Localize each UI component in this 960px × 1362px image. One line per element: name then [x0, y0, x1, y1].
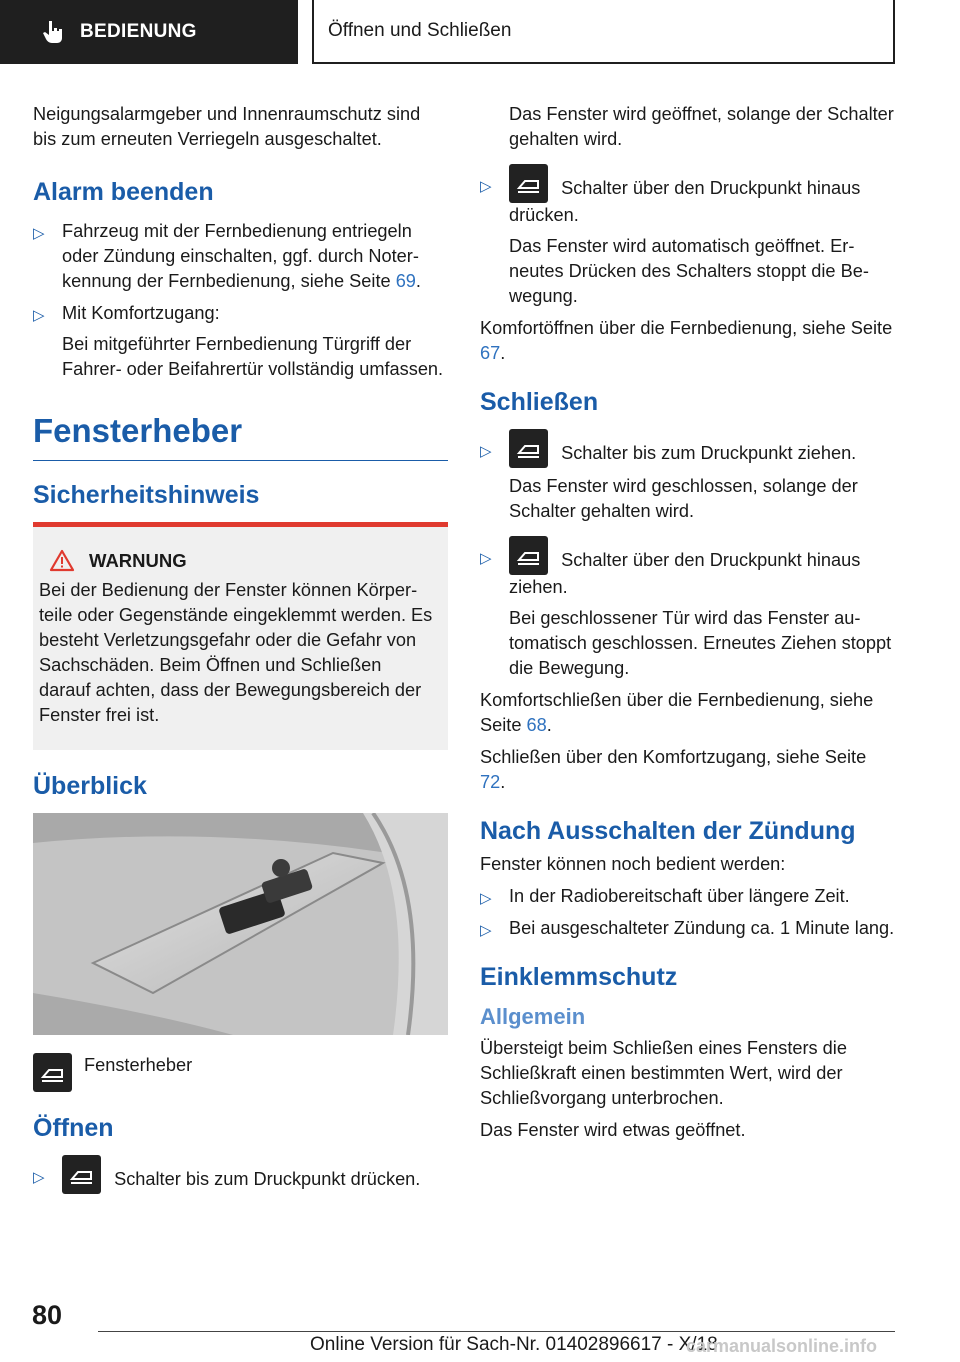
open-list — [33, 1155, 448, 1194]
triangle-bullet-icon: ▷ — [480, 443, 492, 460]
pinch-protection-heading: Einklemmschutz — [480, 963, 678, 991]
comfort-access-text: Schließen über den Komfortzugang, siehe Seite — [480, 747, 867, 767]
triangle-bullet-icon: ▷ — [480, 550, 492, 567]
list-item-subtext: Das Fenster wird geschlossen, solange der Schalter gehalten wird. — [509, 476, 858, 521]
list-item — [480, 164, 895, 309]
open-heading: Öffnen — [33, 1114, 114, 1142]
ignition-heading: Nach Ausschalten der Zündung — [480, 817, 856, 845]
list-item — [480, 884, 895, 909]
window-switch-icon — [509, 164, 548, 203]
section-title: BEDIENUNG — [80, 21, 197, 42]
list-item — [480, 429, 895, 524]
list-item-text: Bei ausgeschalteter Zündung ca. 1 Minute lang. — [509, 918, 895, 938]
warning-box — [33, 522, 448, 750]
list-item-text: Schalter über den Druckpunkt hinaus ziehen. — [509, 550, 861, 597]
window-switch-icon — [62, 1155, 101, 1194]
photo-caption — [33, 1053, 448, 1092]
list-item-text: Fahrzeug mit der Fernbedienung entriegeln oder Zündung einschalten, ggf. durch Noterkennung der Fernbedienung, siehe Seite — [62, 221, 419, 291]
window-switch-icon — [509, 536, 548, 575]
list-item-text: Schalter bis zum Druckpunkt drücken. — [114, 1169, 421, 1189]
comfort-access-paragraph: Schließen über den Komfortzugang, siehe Seite 72. — [480, 747, 867, 792]
page-reference-link[interactable]: 69 — [395, 271, 416, 291]
list-item-subtext: Das Fenster wird geöffnet, solange der Schalter gehalten wird. — [509, 104, 894, 149]
chapter-title: Öffnen und Schließen — [328, 20, 512, 41]
list-item-subtext: Bei mitgeführter Fernbedienung Türgriff der Fahrer- oder Beifahrertür vollständig umfassen. — [62, 334, 444, 379]
warning-text: Bei der Bedienung der Fenster können Körperteile oder Gegenstände eingeklemmt werden. Es besteht Verletzungsgefahr oder die Gefahr von Sachschäden. Beim Öffnen und Schließen darauf achten, dass der Bewegungsbereich der Fenster frei ist. — [39, 580, 433, 725]
warning-triangle-icon — [49, 549, 75, 572]
list-item-subtext: Das Fenster wird automatisch geöffnet. Erneutes Drücken des Schalters stoppt die Bewegung. — [509, 236, 869, 306]
open-list-continued — [480, 102, 895, 309]
list-item-text: Mit Komfortzugang: — [62, 303, 220, 323]
general-heading: Allgemein — [480, 1004, 586, 1029]
alarm-heading: Alarm beenden — [33, 178, 214, 206]
comfort-close-paragraph: Komfortschließen über die Fernbedienung, siehe Seite 68. — [480, 690, 874, 735]
page-reference-link[interactable]: 72 — [480, 772, 501, 792]
list-item — [33, 301, 448, 382]
alarm-list — [33, 219, 448, 382]
safety-heading: Sicherheitshinweis — [33, 481, 260, 509]
list-item — [33, 1155, 448, 1194]
comfort-open-paragraph: Komfortöffnen über die Fernbedienung, siehe Seite 67. — [480, 318, 893, 363]
watermark: carmanualsonline.info — [686, 1336, 878, 1356]
page-number: 80 — [32, 1300, 63, 1330]
list-item-text: Schalter bis zum Druckpunkt ziehen. — [561, 443, 857, 463]
main-heading: Fensterheber — [33, 412, 448, 461]
comfort-close-text: Komfortschließen über die Fernbedienung, siehe Seite — [480, 690, 874, 735]
triangle-bullet-icon: ▷ — [33, 1169, 45, 1186]
triangle-bullet-icon: ▷ — [480, 922, 492, 939]
page-reference-link[interactable]: 68 — [526, 715, 547, 735]
triangle-bullet-icon: ▷ — [480, 178, 492, 195]
left-column — [33, 102, 448, 1201]
caption-text: Fensterheber — [84, 1055, 193, 1075]
comfort-open-text: Komfortöffnen über die Fernbedienung, siehe Seite — [480, 318, 893, 338]
general-text-2: Das Fenster wird etwas geöffnet. — [480, 1120, 746, 1140]
triangle-bullet-icon: ▷ — [33, 307, 45, 324]
close-heading: Schließen — [480, 388, 599, 416]
list-item-subtext: Bei geschlossener Tür wird das Fenster automatisch geschlossen. Erneutes Ziehen stoppt die Bewegung. — [509, 608, 892, 678]
list-item-text: In der Radiobereitschaft über längere Zeit. — [509, 886, 850, 906]
list-item — [480, 536, 895, 681]
footer-divider — [98, 1331, 895, 1332]
ignition-list — [480, 884, 895, 941]
general-text-1: Übersteigt beim Schließen eines Fensters die Schließkraft einen bestimmten Wert, wird der Schließvorgang unterbrochen. — [480, 1038, 847, 1108]
triangle-bullet-icon: ▷ — [33, 225, 45, 242]
hand-pointer-icon — [40, 19, 66, 45]
warning-title: WARNUNG — [89, 549, 187, 571]
window-switch-icon — [509, 429, 548, 468]
close-list — [480, 429, 895, 681]
section-tab — [0, 0, 298, 64]
door-switch-photo — [33, 813, 448, 1035]
list-item: ▷ Fahrzeug mit der Fernbedienung entriegeln oder Zündung einschalten, ggf. durch Noterkennung der Fernbedienung, siehe Seite 69. — [33, 221, 421, 291]
list-item — [480, 916, 895, 941]
list-item-text: Schalter über den Druckpunkt hinaus drücken. — [509, 178, 861, 225]
chapter-header — [312, 0, 895, 64]
window-switch-icon — [33, 1053, 72, 1092]
ignition-intro: Fenster können noch bedient werden: — [480, 854, 786, 874]
footer-version: Online Version für Sach-Nr. 01402896617 - X/18 — [310, 1334, 718, 1355]
page-reference-link[interactable]: 67 — [480, 343, 501, 363]
triangle-bullet-icon: ▷ — [480, 890, 492, 907]
list-item — [480, 102, 895, 152]
intro-paragraph: Neigungsalarmgeber und Innenraumschutz sind bis zum erneuten Verriegeln ausgeschaltet. — [33, 104, 421, 149]
right-column — [480, 102, 895, 1150]
overview-heading: Überblick — [33, 772, 147, 800]
